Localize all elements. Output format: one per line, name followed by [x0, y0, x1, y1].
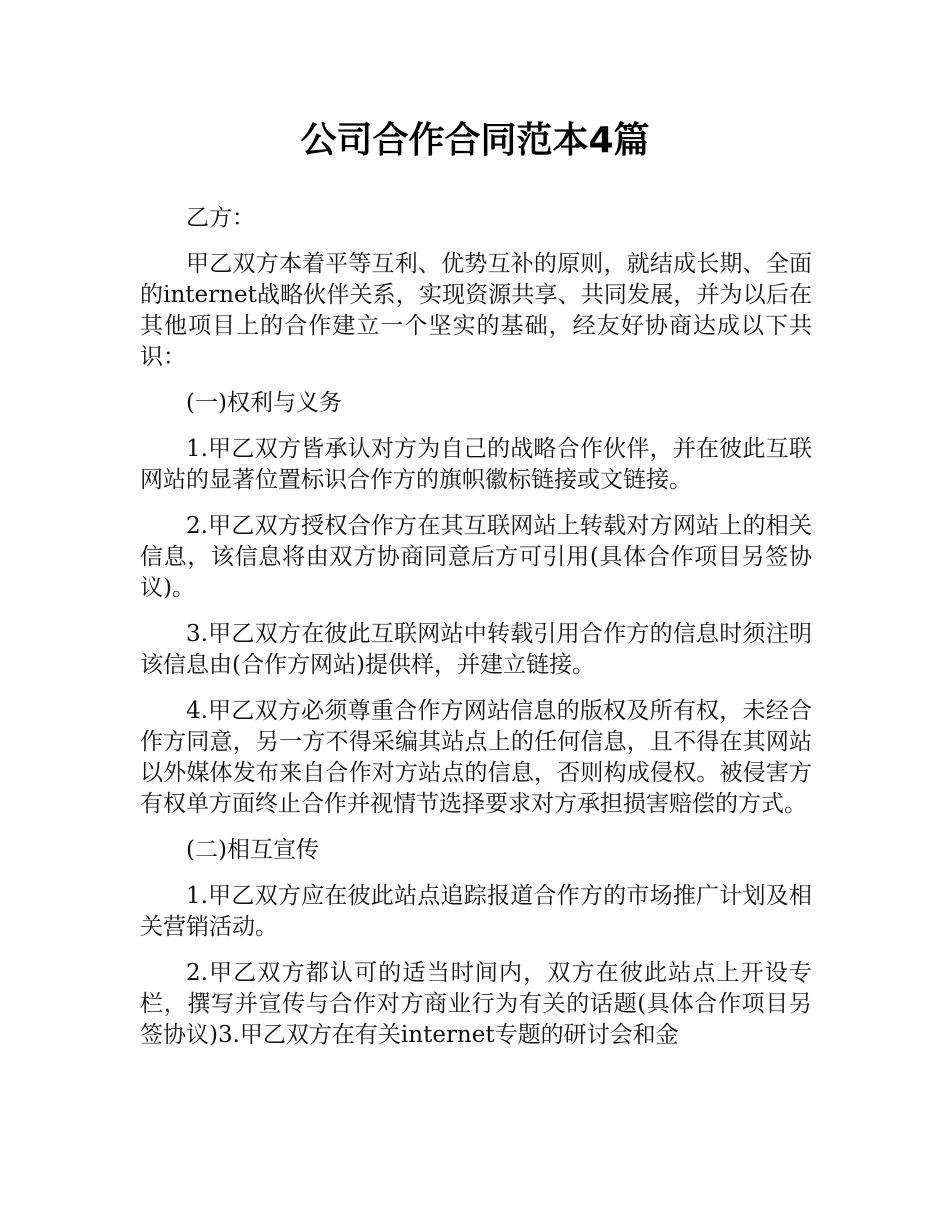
- section-heading-rights: (一)权利与义务: [186, 390, 342, 416]
- clause-paragraph: 4.甲乙双方必须尊重合作方网站信息的版权及所有权，未经合作方同意，另一方不得采编其站点上的任何信息，且不得在其网站以外媒体发布来自合作对方站点的信息，否则构成侵权。被侵害方有权单方面终止合作并视情节选择要求对方承担损害赔偿的方式。: [140, 698, 812, 817]
- section-heading-promotion: (二)相互宣传: [186, 837, 319, 863]
- clause-paragraph: 2.甲乙双方都认可的适当时间内，双方在彼此站点上开设专栏，撰写并宣传与合作对方商业行为有关的话题(具体合作项目另签协议)3.甲乙双方在有关internet专题的研讨会和金: [140, 960, 812, 1048]
- clause-paragraph: 3.甲乙双方在彼此互联网站中转载引用合作方的信息时须注明该信息由(合作方网站)提供样，并建立链接。: [140, 621, 812, 678]
- intro-paragraph: 甲乙双方本着平等互利、优势互补的原则，就结成长期、全面的internet战略伙伴关系，实现资源共享、共同发展，并为以后在其他项目上的合作建立一个坚实的基础，经友好协商达成以下共识：: [140, 251, 812, 370]
- document-body: [140, 203, 812, 1066]
- document-title: 公司合作合同范本4篇: [300, 120, 650, 161]
- clause-paragraph: 1.甲乙双方应在彼此站点追踪报道合作方的市场推广计划及相关营销活动。: [140, 883, 812, 940]
- clause-paragraph: 2.甲乙双方授权合作方在其互联网站上转载对方网站上的相关信息，该信息将由双方协商同意后方可引用(具体合作项目另签协议)。: [140, 513, 812, 601]
- clause-paragraph: 1.甲乙双方皆承认对方为自己的战略合作伙伴，并在彼此互联网站的显著位置标识合作方的旗帜徽标链接或文链接。: [140, 436, 812, 493]
- party-b-line: 乙方：: [186, 205, 255, 231]
